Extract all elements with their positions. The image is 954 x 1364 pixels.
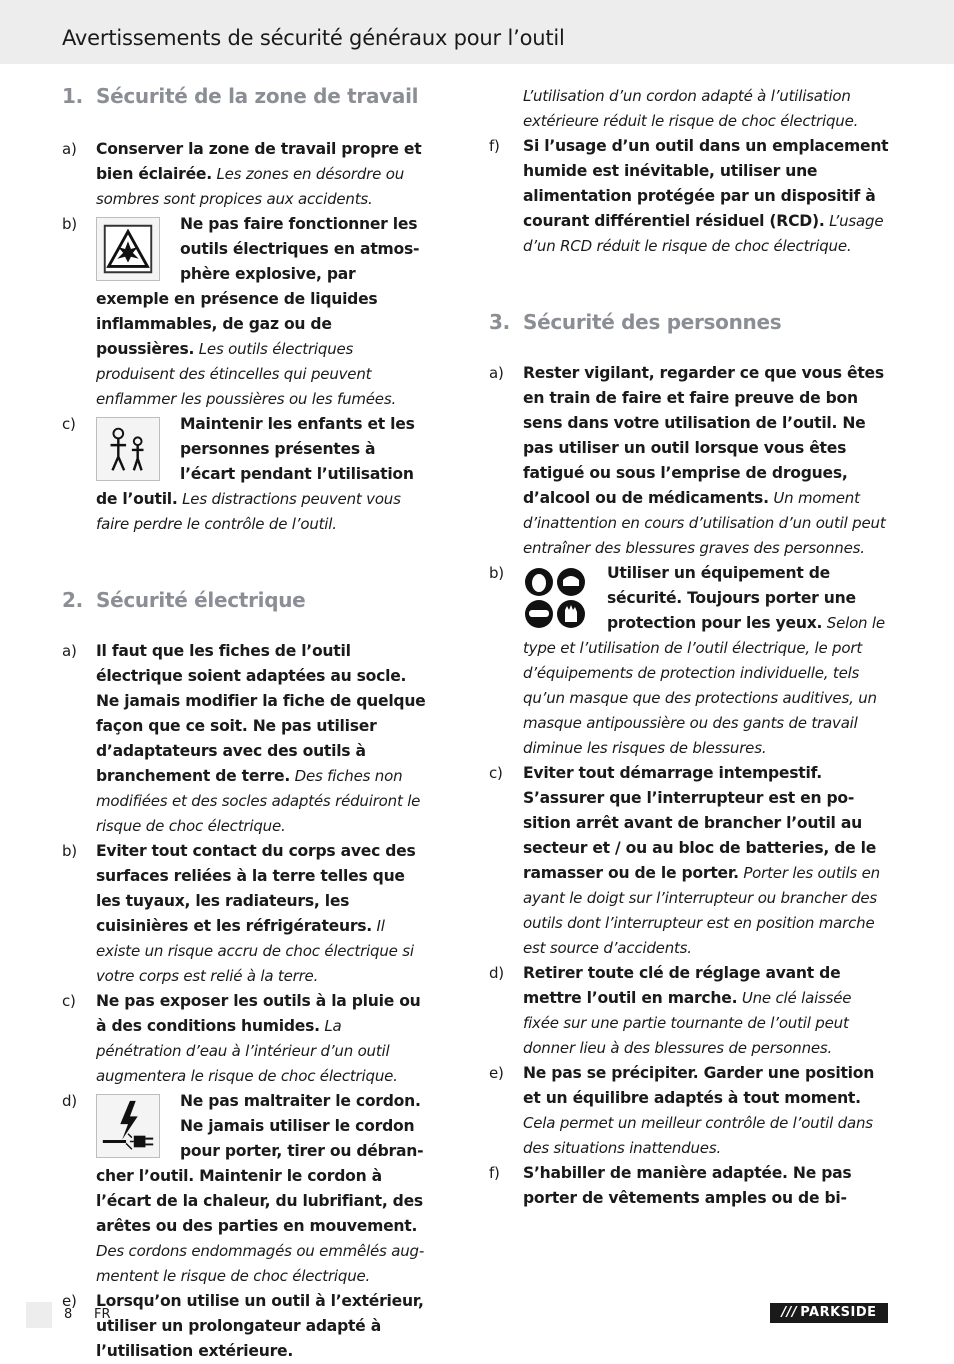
list-item <box>62 1089 430 1289</box>
item-explanation: La pénétration d’eau à l’intérieur d’un outil augmentera le risque de choc électrique. <box>96 1017 398 1085</box>
list-item <box>62 639 430 839</box>
item-instruction: Lorsqu’on utilise un outil à l’extérieur, utiliser un prolongateur adapté à l’utilisation extérieure. <box>96 1292 424 1360</box>
item-letter: a) <box>62 140 77 158</box>
list-item <box>62 137 430 212</box>
brand-logo <box>770 1303 888 1323</box>
list-item <box>62 839 430 989</box>
item-instruction: Ne pas faire fonctionner les outils électriques en atmosphère explosive, par exemple en présence de liquides inflammables, de gaz ou de poussières. <box>96 215 420 358</box>
item-instruction: Eviter tout démarrage intempestif. S’assurer que l’interrupteur est en position arrêt avant de brancher l’outil au secteur et / ou au bloc de batteries, de le ramasser ou de le porter. <box>523 764 877 882</box>
cord-damage-warning-icon <box>96 1094 160 1158</box>
item-explanation: Des cordons endommagés ou emmêlés augmentent le risque de choc électrique. <box>96 1242 425 1285</box>
section-number: 3. <box>489 310 510 334</box>
list-item <box>489 134 891 259</box>
item-instruction: Ne pas maltraiter le cordon. Ne jamais utiliser le cordon pour porter, tirer ou débrancher l’outil. Maintenir le cordon à l’écart de la chaleur, du lubrifiant, des arêtes ou des parties en mouvement. <box>96 1092 424 1235</box>
page-title: Avertissements de sécurité généraux pour l’outil <box>62 26 565 50</box>
item-explanation: Selon le type et l’utilisation de l’outil électrique, le port d’équipements de protection individuelle, tels qu’un masque que des protections auditives, un masque antipoussière ou des gants de travail diminue les risques de blessures. <box>523 614 885 757</box>
item-letter: b) <box>489 564 504 582</box>
left-column <box>62 84 430 1364</box>
item-instruction: Eviter tout contact du corps avec des surfaces reliées à la terre telles que les tuyaux, les radiateurs, les cuisinières et les réfrigérateurs. <box>96 842 416 935</box>
item-instruction: Si l’usage d’un outil dans un emplacement humide est inévitable, utiliser une alimentation protégée par un dispositif à courant différentiel résiduel (RCD). <box>523 137 889 230</box>
list-item <box>489 361 891 561</box>
item-letter: c) <box>489 764 503 782</box>
item-explanation: Cela permet un meilleur contrôle de l’outil dans des situations inattendues. <box>523 1114 873 1157</box>
section-heading-personal-safety <box>489 310 891 334</box>
item-explanation: Les zones en désordre ou sombres sont propices aux accidents. <box>96 165 405 208</box>
section-number: 1. <box>62 84 83 108</box>
list-item <box>62 989 430 1089</box>
section-heading-work-area <box>62 84 430 108</box>
item-explanation: Les outils électriques produisent des étincelles qui peuvent enflammer les poussières ou les fumées. <box>96 340 397 408</box>
list-item <box>62 212 430 412</box>
list-item <box>62 412 430 537</box>
item-explanation: L’usage d’un RCD réduit le risque de choc électrique. <box>523 212 884 255</box>
item-letter: d) <box>489 964 504 982</box>
section-title: Sécurité électrique <box>96 588 306 612</box>
page-number: 8 <box>64 1307 73 1322</box>
item-letter: f) <box>489 1164 500 1182</box>
item-instruction: Rester vigilant, regarder ce que vous êtes en train de faire et faire preuve de bon sens dans votre utilisation de l’outil. Ne pas utiliser un outil lorsque vous êtes fatigué ou sous l’emprise de drogues, d’alcool ou de médicaments. <box>523 364 884 507</box>
item-letter: d) <box>62 1092 77 1110</box>
language-code: FR <box>94 1307 111 1322</box>
item-letter: c) <box>62 415 76 433</box>
list-item <box>489 761 891 961</box>
explosion-warning-icon <box>96 217 160 281</box>
item-instruction: Ne pas exposer les outils à la pluie ou à des conditions humides. <box>96 992 421 1035</box>
protective-equipment-icon <box>523 566 587 630</box>
item-letter: b) <box>62 215 77 233</box>
item-instruction: Maintenir les enfants et les personnes présentes à l’écart pendant l’utilisation de l’outil. <box>96 415 415 508</box>
page-header <box>0 0 954 64</box>
item-explanation: L’utilisation d’un cordon adapté à l’utilisation extérieure réduit le risque de choc électrique. <box>523 87 859 130</box>
section-heading-electrical <box>62 588 430 612</box>
brand-slashes: /// <box>781 1305 798 1320</box>
right-column <box>489 84 891 1211</box>
item-instruction: Retirer toute clé de réglage avant de mettre l’outil en marche. <box>523 964 841 1007</box>
section-number: 2. <box>62 588 83 612</box>
item-explanation: Il existe un risque accru de choc électrique si votre corps est relié à la terre. <box>96 917 414 985</box>
list-item <box>489 1161 891 1211</box>
item-letter: b) <box>62 842 77 860</box>
keep-children-away-icon <box>96 417 160 481</box>
section-title: Sécurité de la zone de travail <box>96 84 419 108</box>
item-explanation: Un moment d’inattention en cours d’utilisation d’un outil peut entraîner des blessures graves des personnes. <box>523 489 886 557</box>
item-instruction: Il faut que les fiches de l’outil électrique soient adaptées au socle. Ne jamais modifier la fiche de quelque façon que ce soit. Ne pas utiliser d’adaptateurs avec des outils à branchement de terre. <box>96 642 426 785</box>
item-letter: a) <box>62 642 77 660</box>
page-marker <box>26 1302 52 1328</box>
item-explanation: Des fiches non modifiées et des socles adaptés réduiront le risque de choc électrique. <box>96 767 421 835</box>
list-item-continued <box>489 84 891 134</box>
item-instruction: Utiliser un équipement de sécurité. Toujours porter une protection pour les yeux. <box>607 564 856 632</box>
item-letter: e) <box>62 1292 77 1310</box>
item-instruction: S’habiller de manière adaptée. Ne pas porter de vêtements amples ou de bi- <box>523 1164 852 1207</box>
item-explanation: Porter les outils en ayant le doigt sur l’interrupteur ou brancher des outils dont l’interrupteur est en position marche est source d’accidents. <box>523 864 880 957</box>
item-explanation: Une clé laissée fixée sur une partie tournante de l’outil peut donner lieu à des blessures de personnes. <box>523 989 852 1057</box>
list-item <box>489 961 891 1061</box>
item-instruction: Conserver la zone de travail propre et bien éclairée. <box>96 140 422 183</box>
page-footer <box>0 1302 954 1328</box>
list-item <box>489 1061 891 1161</box>
item-instruction: Ne pas se précipiter. Garder une position et un équilibre adaptés à tout moment. <box>523 1064 875 1107</box>
brand-name: PARKSIDE <box>800 1305 877 1320</box>
item-letter: f) <box>489 137 500 155</box>
item-explanation: Les distractions peuvent vous faire perdre le contrôle de l’outil. <box>96 490 401 533</box>
item-letter: e) <box>489 1064 504 1082</box>
list-item <box>489 561 891 761</box>
section-title: Sécurité des personnes <box>523 310 782 334</box>
item-letter: c) <box>62 992 76 1010</box>
item-letter: a) <box>489 364 504 382</box>
